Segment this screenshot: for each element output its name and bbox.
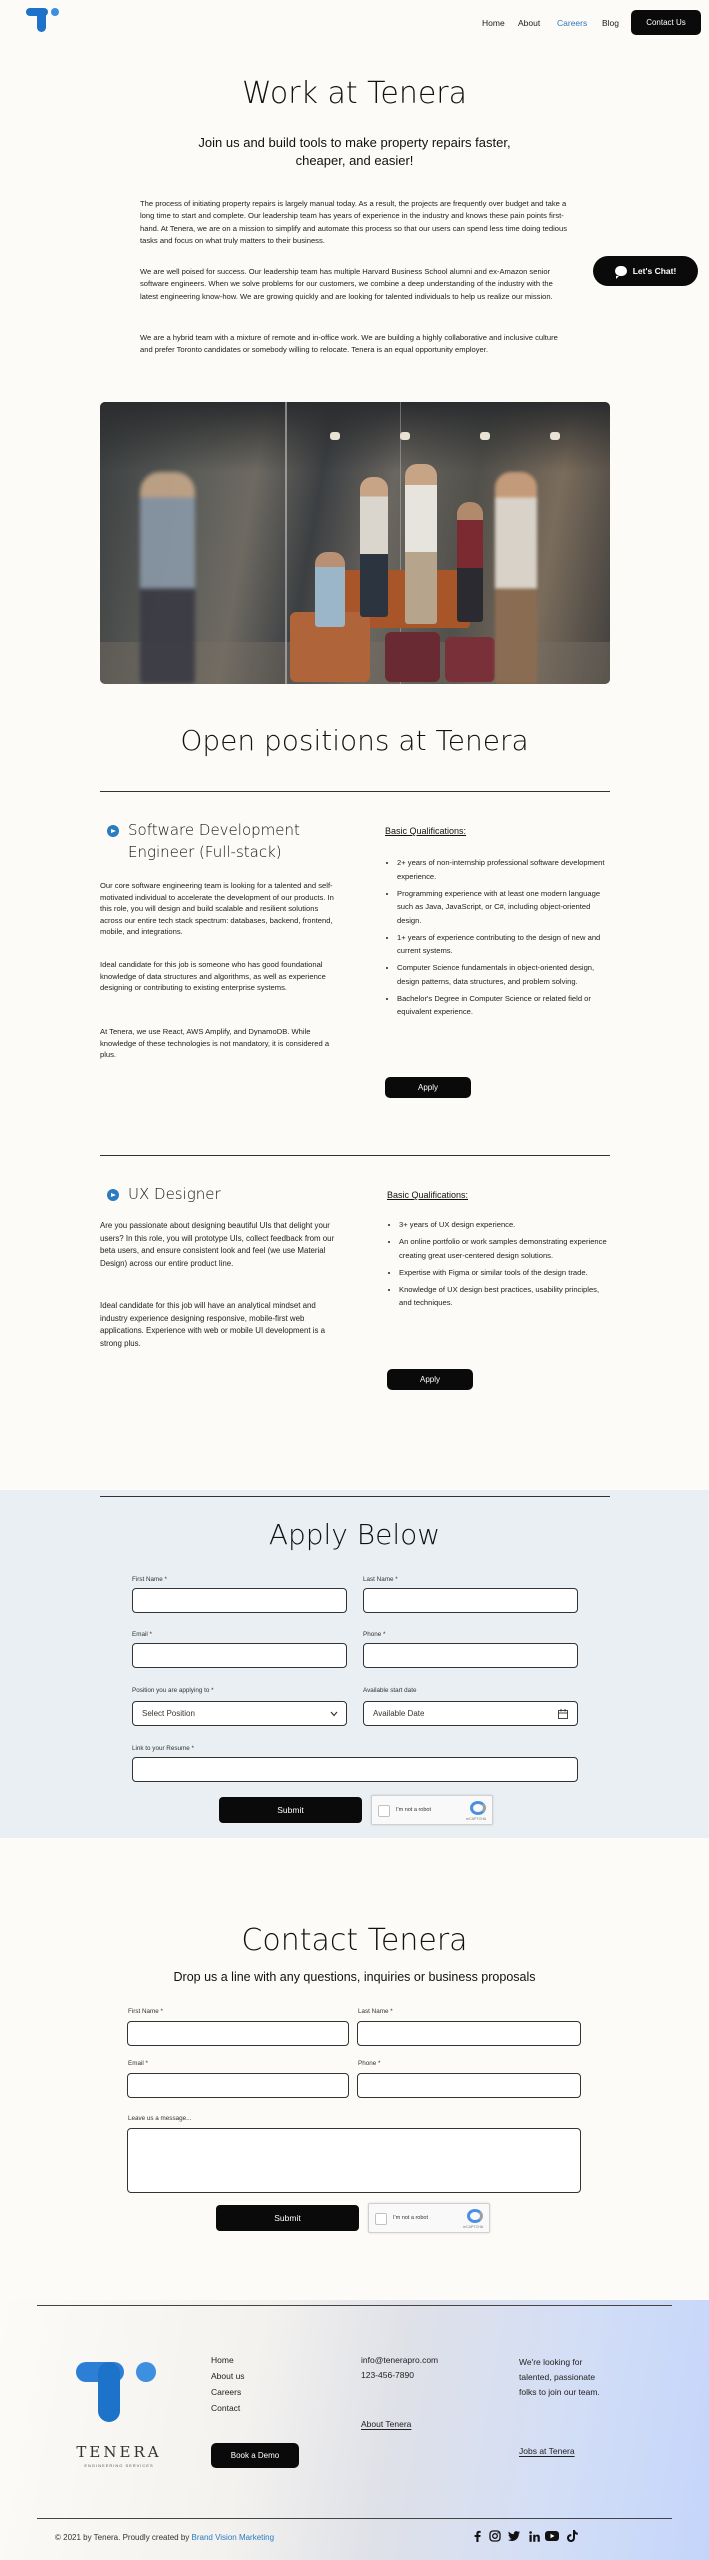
footer-link-contact[interactable]: Contact <box>211 2403 241 2413</box>
message-textarea[interactable] <box>127 2128 581 2193</box>
site-header <box>0 0 709 46</box>
job-title-swe-line2: Engineer (Full-stack) <box>128 843 282 861</box>
resume-label: Link to your Resume * <box>132 1745 194 1752</box>
list-item: • An online portfolio or work samples demonstrating experience creating great user-centered design solutions. <box>399 1235 613 1262</box>
linkedin-icon[interactable] <box>528 2530 540 2542</box>
chevron-down-icon <box>330 1711 338 1717</box>
open-positions-title: Open positions at Tenera <box>180 724 529 757</box>
credit-link[interactable]: Brand Vision Marketing <box>191 2533 275 2542</box>
youtube-icon[interactable] <box>545 2530 559 2542</box>
contact-email-field[interactable] <box>127 2073 349 2098</box>
facebook-icon[interactable] <box>471 2530 483 2542</box>
recaptcha-label: I'm not a robot <box>396 1807 431 1813</box>
recaptcha-icon <box>470 1801 486 1815</box>
job-title-ux: UX Designer <box>128 1185 221 1203</box>
job-title-swe-line1: Software Development <box>128 821 300 839</box>
apply-button-swe[interactable]: Apply <box>385 1077 471 1098</box>
list-item: • Expertise with Figma or similar tools of the design trade. <box>399 1266 613 1280</box>
recaptcha-terms: reCAPTCHA <box>465 1817 487 1821</box>
footer-phone: 123-456-7890 <box>361 2370 414 2380</box>
apply-submit-button[interactable]: Submit <box>219 1797 362 1823</box>
footer-hiring-text: We're looking for talented, passionate folks to join our team. <box>519 2357 600 2397</box>
last-name-field[interactable] <box>363 1588 578 1613</box>
play-icon[interactable] <box>107 1189 119 1201</box>
start-date-label: Available start date <box>363 1687 417 1694</box>
contact-title: Contact Tenera <box>241 1923 468 1958</box>
job-description-swe-3: At Tenera, we use React, AWS Amplify, and DynamoDB. While knowledge of these technologies is not mandatory, it is considered a plus. <box>100 1027 330 1060</box>
apply-title: Apply Below <box>268 1518 441 1551</box>
list-item: • 1+ years of experience contributing to the design of new and current systems. <box>397 931 611 958</box>
job-description-swe-2: Ideal candidate for this job is someone who has good foundational knowledge of data structures and algorithms, as well as experience designing or contributing to existing enterprise systems. <box>100 960 326 993</box>
position-select-value: Select Position <box>142 1709 195 1718</box>
twitter-icon[interactable] <box>508 2530 520 2542</box>
email-field[interactable] <box>132 1643 347 1668</box>
footer-about-link[interactable]: About Tenera <box>361 2419 412 2429</box>
hero-subtitle-line2: cheaper, and easier! <box>295 153 414 168</box>
chat-label: Let's Chat! <box>632 266 677 276</box>
job-description-ux-2: Ideal candidate for this job will have an analytical mindset and industry experience designing responsive, mobile-first web applications. Experience with web or mobile UI development is a strong plus. <box>100 1301 325 1348</box>
contact-first-name-label: First Name * <box>128 2008 163 2015</box>
tenera-logo-icon[interactable] <box>76 2362 160 2428</box>
phone-label: Phone * <box>363 1631 386 1638</box>
footer-brand-tagline: ENGINEERING SERVICES <box>84 2463 154 2468</box>
footer-divider <box>37 2518 672 2519</box>
contact-submit-button[interactable]: Submit <box>216 2205 359 2231</box>
intro-paragraph-2: We are well poised for success. Our leadership team has multiple Harvard Business School alumni and ex-Amazon senior software engineers. When we solve problems for our customers, we combine a deep understanding of the industry with the latest engineering know-how. We are growing quickly and are looking for talented individuals to help us realize our mission. <box>140 267 553 301</box>
apply-button-ux[interactable]: Apply <box>387 1369 473 1390</box>
intro-paragraph-1: The process of initiating property repairs is largely manual today. As a result, the projects are frequently over budget and take a long time to start and complete. Our leadership team has years of experience in the industry and knows these pain points first-hand. At Tenera, we are on a mission to simplify and automate this process so that our users can spend less time doing tedious tasks and focus on what truly matters to their business. <box>140 199 568 245</box>
start-date-value: Available Date <box>373 1709 425 1718</box>
qualifications-heading: Basic Qualifications: <box>387 1190 469 1200</box>
section-divider <box>100 1155 610 1156</box>
contact-first-name-field[interactable] <box>127 2021 349 2046</box>
contact-last-name-field[interactable] <box>357 2021 581 2046</box>
footer-brand-name: TENERA <box>76 2443 162 2461</box>
contact-phone-label: Phone * <box>358 2060 381 2067</box>
first-name-label: First Name * <box>132 1576 167 1583</box>
contact-subtitle: Drop us a line with any questions, inquiries or business proposals <box>173 1970 536 1984</box>
footer-link-about[interactable]: About us <box>211 2371 245 2381</box>
start-date-picker[interactable] <box>363 1701 578 1726</box>
job-description-swe-1: Our core software engineering team is looking for a talented and self-motivated individual to accelerate the development of our products. In this role, you will design and build scalable and resilient solutions across our entire tech stack spectrum: databases, backend, frontend, mobile, and integrations. <box>100 881 334 937</box>
recaptcha-checkbox[interactable] <box>378 1805 390 1817</box>
list-item: • Knowledge of UX design best practices, usability principles, and techniques. <box>399 1283 613 1310</box>
footer-email[interactable]: info@tenerapro.com <box>361 2355 439 2365</box>
nav-blog[interactable]: Blog <box>602 18 620 28</box>
contact-email-label: Email * <box>128 2060 148 2067</box>
instagram-icon[interactable] <box>489 2530 501 2542</box>
footer-link-careers[interactable]: Careers <box>211 2387 242 2397</box>
site-footer <box>0 2300 709 2560</box>
nav-about[interactable]: About <box>518 18 541 28</box>
play-icon[interactable] <box>107 825 119 837</box>
contact-us-button[interactable]: Contact Us <box>631 10 701 35</box>
position-select[interactable] <box>132 1701 347 1726</box>
recaptcha-checkbox[interactable] <box>375 2213 387 2225</box>
copyright-text: © 2021 by Tenera. Proudly created by <box>55 2533 192 2542</box>
recaptcha-widget <box>371 1795 493 1825</box>
footer-link-home[interactable]: Home <box>211 2355 234 2365</box>
tiktok-icon[interactable] <box>566 2530 578 2542</box>
nav-careers[interactable]: Careers <box>557 18 588 28</box>
message-label: Leave us a message... <box>128 2115 192 2122</box>
chat-bubble-icon <box>615 266 627 276</box>
list-item: • 2+ years of non-internship professional software development experience. <box>397 856 611 883</box>
lets-chat-button[interactable] <box>593 256 698 286</box>
recaptcha-label: I'm not a robot <box>393 2215 428 2221</box>
book-demo-button[interactable]: Book a Demo <box>211 2443 299 2468</box>
position-label: Position you are applying to * <box>132 1687 214 1694</box>
resume-link-field[interactable] <box>132 1757 578 1782</box>
list-item: • 3+ years of UX design experience. <box>399 1218 613 1232</box>
office-team-photo <box>100 402 610 684</box>
footer-divider <box>37 2305 672 2306</box>
recaptcha-icon <box>467 2209 483 2223</box>
hero-subtitle-line1: Join us and build tools to make property repairs faster, <box>198 135 511 150</box>
last-name-label: Last Name * <box>363 1576 398 1583</box>
list-item: • Programming experience with at least one modern language such as Java, JavaScript, or C#, including object-oriented design. <box>397 887 611 928</box>
copyright <box>55 2533 274 2542</box>
calendar-icon[interactable] <box>558 1709 568 1719</box>
contact-phone-field[interactable] <box>357 2073 581 2098</box>
list-item: • Computer Science fundamentals in object-oriented design, design patterns, data structures, and problem solving. <box>397 961 611 988</box>
list-item: • Bachelor's Degree in Computer Science or related field or equivalent experience. <box>397 992 611 1019</box>
page-title: Work at Tenera <box>241 76 468 111</box>
tenera-logo-icon[interactable] <box>26 8 62 36</box>
recaptcha-terms: reCAPTCHA <box>462 2225 484 2229</box>
email-label: Email * <box>132 1631 152 1638</box>
qualifications-list <box>385 856 611 1022</box>
contact-last-name-label: Last Name * <box>358 2008 393 2015</box>
nav-home[interactable]: Home <box>482 18 505 28</box>
section-divider <box>100 1496 610 1497</box>
footer-jobs-link[interactable]: Jobs at Tenera <box>519 2446 575 2456</box>
section-divider <box>100 791 610 792</box>
qualifications-heading: Basic Qualifications: <box>385 826 467 836</box>
intro-paragraph-3: We are a hybrid team with a mixture of remote and in-office work. We are building a highly collaborative and inclusive culture and prefer Toronto candidates or somebody willing to relocate. Tenera is an equal opportunity employer. <box>140 333 558 355</box>
recaptcha-widget <box>368 2203 490 2233</box>
phone-field[interactable] <box>363 1643 578 1668</box>
job-description-ux-1: Are you passionate about designing beautiful UIs that delight your users? In this role, you will prototype UIs, collect feedback from our beta users, and ensure consistent look and feel (we use Material Design) across our entire product line. <box>100 1221 335 1268</box>
first-name-field[interactable] <box>132 1588 347 1613</box>
qualifications-list <box>387 1218 613 1313</box>
